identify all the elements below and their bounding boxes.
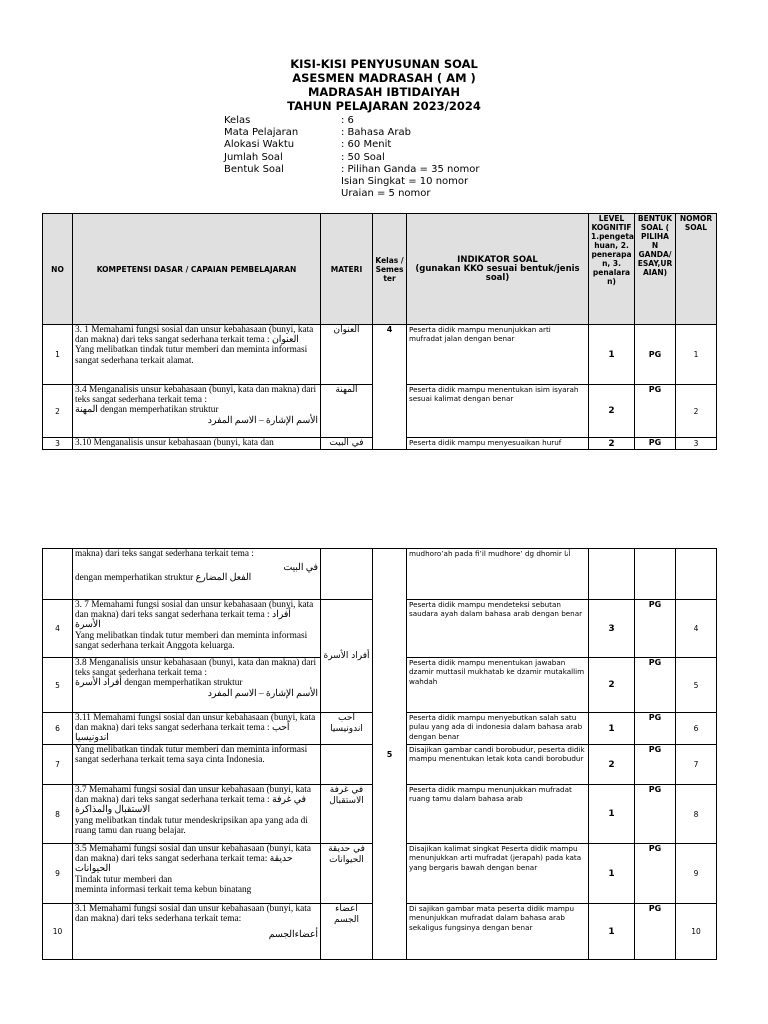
cell-level: 1 xyxy=(589,785,635,844)
doc-title-line-1: KISI-KISI PENYUSUNAN SOAL xyxy=(290,57,478,71)
cell-no: 1 xyxy=(43,325,73,385)
kd-text: 3. 7 Memahami fungsi sosial dan unsur kebahasaan (bunyi, kata dan makna) dari teks sangat sederhana terkait tema : أفراد الأسرة xyxy=(75,600,314,631)
cell-no: 8 xyxy=(43,785,73,844)
cell-no: 6 xyxy=(43,713,73,745)
cell-materi: أحب اندونيسيا xyxy=(321,713,373,745)
cell-indikator: Peserta didik mampu menunjukkan arti mufradat jalan dengan benar xyxy=(407,325,589,385)
cell-nomor xyxy=(676,549,717,600)
cell-bentuk xyxy=(635,549,676,600)
cell-kompetensi xyxy=(73,785,321,844)
cell-level: 3 xyxy=(589,600,635,658)
kd-text: Tindak tutur memberi dan xyxy=(75,874,173,885)
cell-no xyxy=(43,549,73,600)
col-header-level: LEVEL KOGNITIF 1.pengeta huan, 2. penerapa n, 3. penalara n) xyxy=(589,214,635,325)
cell-no: 3 xyxy=(43,438,73,450)
info-label: Mata Pelajaran xyxy=(224,127,299,139)
cell-indikator: Peserta didik mampu menyebutkan salah satu pulau yang ada di indonesia dalam bahasa arab dengan benar xyxy=(407,713,589,745)
cell-level xyxy=(589,549,635,600)
cell-materi: أعضاء الجسم xyxy=(321,904,373,960)
cell-kelas: 5 xyxy=(373,549,407,960)
cell-level: 2 xyxy=(589,438,635,450)
cell-level: 1 xyxy=(589,844,635,904)
table-row xyxy=(43,325,717,385)
cell-materi: في البيت xyxy=(321,438,373,450)
cell-kelas: 4 xyxy=(373,325,407,450)
cell-kompetensi xyxy=(73,385,321,438)
cell-bentuk: PG xyxy=(635,325,676,385)
cell-no: 4 xyxy=(43,600,73,658)
info-value: Isian Singkat = 10 nomor xyxy=(341,175,469,187)
kd-text: makna) dari teks sangat sederhana terkait tema : xyxy=(75,549,254,559)
kisi-kisi-table-page-2 xyxy=(42,548,717,960)
cell-nomor: 2 xyxy=(676,385,717,438)
kd-text: Yang melibatkan tindak tutur memberi dan meminta informasi sangat sederhana terkait alamat. xyxy=(75,345,308,366)
cell-level: 2 xyxy=(589,385,635,438)
kd-text: yang melibatkan tindak tutur mendeskripsikan apa yang ada di ruang tamu dan ruang belajar. xyxy=(75,815,308,836)
cell-level: 1 xyxy=(589,713,635,745)
cell-indikator: Di sajikan gambar mata peserta didik mampu menunjukkan mufradat dalam bahasa arab sekaligus fungsinya dengan benar xyxy=(407,904,589,960)
col-header-nomor: NOMOR SOAL xyxy=(676,214,717,325)
doc-title-line-3: MADRASAH IBTIDAIYAH xyxy=(307,85,461,99)
cell-kompetensi xyxy=(73,658,321,713)
cell-bentuk: PG xyxy=(635,844,676,904)
cell-kompetensi xyxy=(73,549,321,600)
cell-materi xyxy=(321,549,373,600)
col-header-bentuk: BENTUK SOAL ( PILIHA N GANDA/ ESAY,UR AIAN) xyxy=(635,214,676,325)
kd-text: 3.5 Memahami fungsi sosial dan unsur kebahasaan (bunyi, kata dan makna) dari teks sangat sederhana terkait tema: حديقة الحيوانات xyxy=(75,844,311,875)
cell-no: 9 xyxy=(43,844,73,904)
cell-bentuk: PG xyxy=(635,785,676,844)
cell-nomor: 5 xyxy=(676,658,717,713)
kd-text: meminta informasi terkait tema kebun binatang xyxy=(75,884,252,895)
info-value: : Pilihan Ganda = 35 nomor xyxy=(341,163,480,175)
cell-indikator: Peserta didik mampu menentukan isim isyarah sesuai kalimat dengan benar xyxy=(407,385,589,438)
cell-nomor: 4 xyxy=(676,600,717,658)
cell-no: 7 xyxy=(43,745,73,785)
cell-kompetensi: 3.11 Memahami fungsi sosial dan unsur kebahasaan (bunyi, kata dan makna) dari teks sangat sederhana terkait tema : أحب اندونيسيا xyxy=(73,713,321,745)
cell-materi: في غرفة الاستقبال xyxy=(321,785,373,844)
kd-text-arabic: في البيت xyxy=(283,563,318,574)
cell-indikator: Peserta didik mampu menunjukkan mufradat ruang tamu dalam bahasa arab xyxy=(407,785,589,844)
cell-nomor: 7 xyxy=(676,745,717,785)
cell-nomor: 1 xyxy=(676,325,717,385)
kd-text: 3. 1 Memahami fungsi sosial dan unsur kebahasaan (bunyi, kata dan makna) dari teks sangat sederhana terkait tema : العنوان xyxy=(75,325,314,346)
cell-indikator: mudhoro’ah pada fi’il mudhore’ dg dhomir أنا xyxy=(407,549,589,600)
cell-bentuk: PG xyxy=(635,745,676,785)
cell-nomor: 6 xyxy=(676,713,717,745)
cell-nomor: 3 xyxy=(676,438,717,450)
cell-kompetensi xyxy=(73,600,321,658)
kd-text: المهنة dengan memperhatikan struktur xyxy=(75,405,219,416)
cell-nomor: 10 xyxy=(676,904,717,960)
info-value: : Bahasa Arab xyxy=(341,127,411,139)
cell-no: 2 xyxy=(43,385,73,438)
kd-text-arabic: أعضاءالجسم xyxy=(268,930,318,941)
cell-materi: المهنة xyxy=(321,385,373,438)
cell-indikator: Peserta didik mampu mendeteksi sebutan saudara ayah dalam bahasa arab dengan benar xyxy=(407,600,589,658)
col-header-indikator xyxy=(407,214,589,325)
info-label: Bentuk Soal xyxy=(224,163,284,175)
cell-kompetensi: Yang melibatkan tindak tutur memberi dan meminta informasi sangat sederhana terkait tema saya cinta Indonesia. xyxy=(73,745,321,785)
cell-nomor: 8 xyxy=(676,785,717,844)
cell-bentuk: PG xyxy=(635,438,676,450)
cell-bentuk: PG xyxy=(635,713,676,745)
table-row xyxy=(43,549,717,600)
cell-level: 2 xyxy=(589,745,635,785)
cell-kompetensi xyxy=(73,904,321,960)
cell-bentuk: PG xyxy=(635,600,676,658)
cell-kompetensi: 3.10 Menganalisis unsur kebahasaan (bunyi, kata dan xyxy=(73,438,321,450)
kd-text-arabic: الأسم الإشارة – الاسم المفرد xyxy=(207,688,318,699)
kd-text: 3.4 Menganalisis unsur kebahasaan (bunyi, kata dan makna) dari teks sangat sederhana terkait tema : xyxy=(75,385,317,406)
kd-text: 3.8 Menganalisis unsur kebahasaan (bunyi, kata dan makna) dari teks sangat sederhana terkait tema : xyxy=(75,658,317,679)
cell-kompetensi xyxy=(73,325,321,385)
info-value: : 60 Menit xyxy=(341,139,392,151)
cell-bentuk: PG xyxy=(635,385,676,438)
cell-materi: العنوان xyxy=(321,325,373,385)
info-value: : 50 Soal xyxy=(341,151,385,163)
info-label: Kelas xyxy=(224,115,251,126)
cell-no: 5 xyxy=(43,658,73,713)
cell-materi: أفراد الأسرة xyxy=(321,600,373,713)
indikator-title: INDIKATOR SOAL xyxy=(457,254,538,265)
indikator-subtitle: (gunakan KKO sesuai bentuk/jenis soal) xyxy=(415,263,580,283)
cell-level: 1 xyxy=(589,325,635,385)
doc-title-line-4: TAHUN PELAJARAN 2023/2024 xyxy=(287,99,481,113)
kd-text: 3.1 Memahami fungsi sosial dan unsur kebahasaan (bunyi, kata dan makna) dari teks sederhana terkait tema: xyxy=(75,904,311,925)
kd-text: أفراد الأسرة dengan memperhatikan struktur xyxy=(75,678,243,689)
kd-text-arabic: الأسم الإشارة – الاسم المفرد xyxy=(207,415,318,426)
info-value: : 6 xyxy=(341,115,354,126)
cell-materi: في حديقة الحيوانات xyxy=(321,844,373,904)
table-header-row xyxy=(43,214,717,325)
kd-text: Yang melibatkan tindak tutur memberi dan meminta informasi sangat sederhana terkait Anggota keluarga. xyxy=(75,630,308,651)
info-value: Uraian = 5 nomor xyxy=(341,188,431,200)
cell-materi xyxy=(321,745,373,785)
cell-indikator: Peserta didik mampu menyesuaikan huruf xyxy=(407,438,589,450)
info-label: Jumlah Soal xyxy=(224,151,283,163)
col-header-kelas: Kelas / Semes ter xyxy=(373,214,407,325)
cell-level: 2 xyxy=(589,658,635,713)
cell-indikator: Disajikan kalimat singkat Peserta didik mampu menunjukkan arti mufradat (jerapah) pada kata yang bergaris bawah dengan benar xyxy=(407,844,589,904)
cell-kompetensi xyxy=(73,844,321,904)
cell-nomor: 9 xyxy=(676,844,717,904)
col-header-kompetensi: KOMPETENSI DASAR / CAPAIAN PEMBELAJARAN xyxy=(73,214,321,325)
cell-bentuk: PG xyxy=(635,904,676,960)
cell-no: 10 xyxy=(43,904,73,960)
kd-text: dengan memperhatikan struktur الفعل المضارع xyxy=(75,573,252,584)
col-header-no: NO xyxy=(43,214,73,325)
kd-text: 3.7 Memahami fungsi sosial dan unsur kebahasaan (bunyi, kata dan makna) dari teks sangat sederhana terkait tema : في غرفة الاستقبال والمذاكرة xyxy=(75,785,311,816)
cell-level: 1 xyxy=(589,904,635,960)
cell-indikator: Peserta didik mampu menentukan jawaban dzamir muttasil mukhatab ke dzamir mutakallim wahdah xyxy=(407,658,589,713)
cell-indikator: Disajikan gambar candi borobudur, peserta didik mampu menentukan letak kota candi borobudur xyxy=(407,745,589,785)
kisi-kisi-table-page-1 xyxy=(42,213,717,450)
cell-bentuk: PG xyxy=(635,658,676,713)
info-label: Alokasi Waktu xyxy=(224,139,295,151)
col-header-materi: MATERI xyxy=(321,214,373,325)
doc-title-line-2: ASESMEN MADRASAH ( AM ) xyxy=(292,71,476,85)
